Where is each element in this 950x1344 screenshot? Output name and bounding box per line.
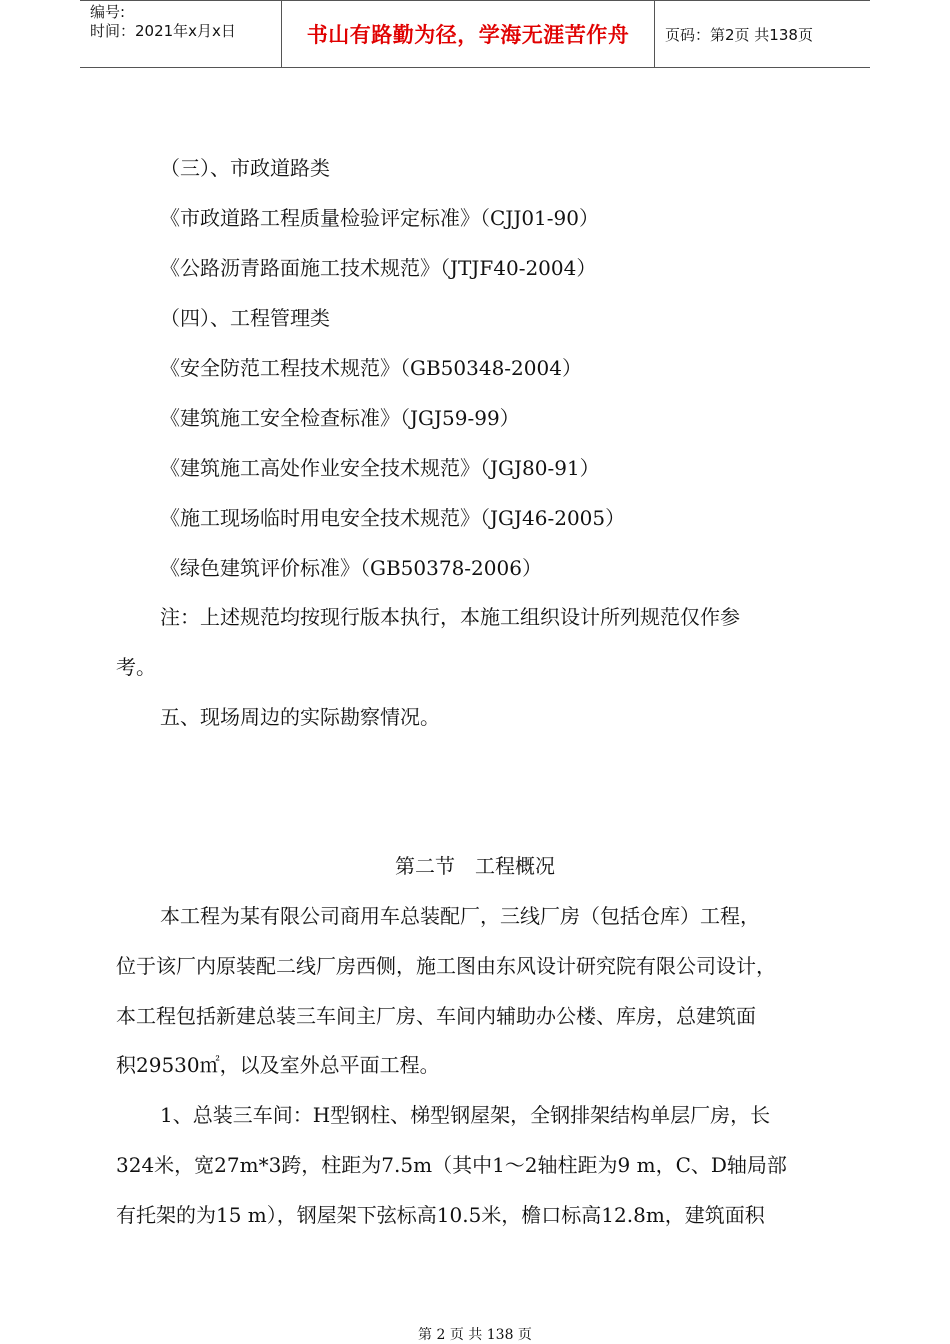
section-five-heading: 五、现场周边的实际勘察情况。	[160, 705, 440, 729]
paragraph-line: 本工程包括新建总装三车间主厂房、车间内辅助办公楼、库房，总建筑面	[116, 1004, 756, 1028]
header-page-info: 页码：第2页 共138页	[665, 25, 813, 44]
standard-item: 《公路沥青路面施工技术规范》（JTJF40-2004）	[160, 256, 597, 280]
paragraph-line: 有托架的为15 m），钢屋架下弦标高10.5米，檐口标高12.8m，建筑面积	[116, 1203, 765, 1227]
standard-item: 《绿色建筑评价标准》（GB50378-2006）	[160, 556, 542, 580]
page-header	[80, 0, 870, 68]
header-motto: 书山有路勤为径，学海无涯苦作舟	[281, 1, 655, 67]
paragraph-line: 1、总装三车间：H型钢柱、梯型钢屋架，全钢排架结构单层厂房，长	[160, 1103, 771, 1127]
note-line: 注：上述规范均按现行版本执行，本施工组织设计所列规范仅作参	[160, 605, 740, 629]
category-heading-engineering-management: （四）、工程管理类	[160, 306, 330, 330]
paragraph-line: 位于该厂内原装配二线厂房西侧，施工图由东风设计研究院有限公司设计，	[116, 954, 776, 978]
standard-item: 《市政道路工程质量检验评定标准》（CJJ01-90）	[160, 206, 599, 230]
note-line-continued: 考。	[116, 655, 156, 679]
paragraph-line: 积29530㎡，以及室外总平面工程。	[116, 1053, 440, 1077]
document-time-label: 时间：2021年x月x日	[90, 22, 236, 40]
page-footer: 第 2 页 共 138 页	[418, 1327, 532, 1343]
paragraph-line: 本工程为某有限公司商用车总装配厂，三线厂房（包括仓库）工程，	[160, 904, 760, 928]
standard-item: 《安全防范工程技术规范》（GB50348-2004）	[160, 356, 582, 380]
standard-item: 《建筑施工高处作业安全技术规范》（JGJ80-91）	[160, 456, 600, 480]
standard-item: 《施工现场临时用电安全技术规范》（JGJ46-2005）	[160, 506, 626, 530]
category-heading-municipal-roads: （三）、市政道路类	[160, 156, 330, 180]
header-meta	[80, 1, 281, 67]
standard-item: 《建筑施工安全检查标准》（JGJ59-99）	[160, 406, 520, 430]
section-heading: 第二节 工程概况	[395, 854, 555, 878]
document-number-label: 编号:	[90, 3, 126, 21]
paragraph-line: 324米，宽27m*3跨，柱距为7.5m（其中1～2轴柱距为9 m，C、D轴局部	[116, 1153, 787, 1177]
